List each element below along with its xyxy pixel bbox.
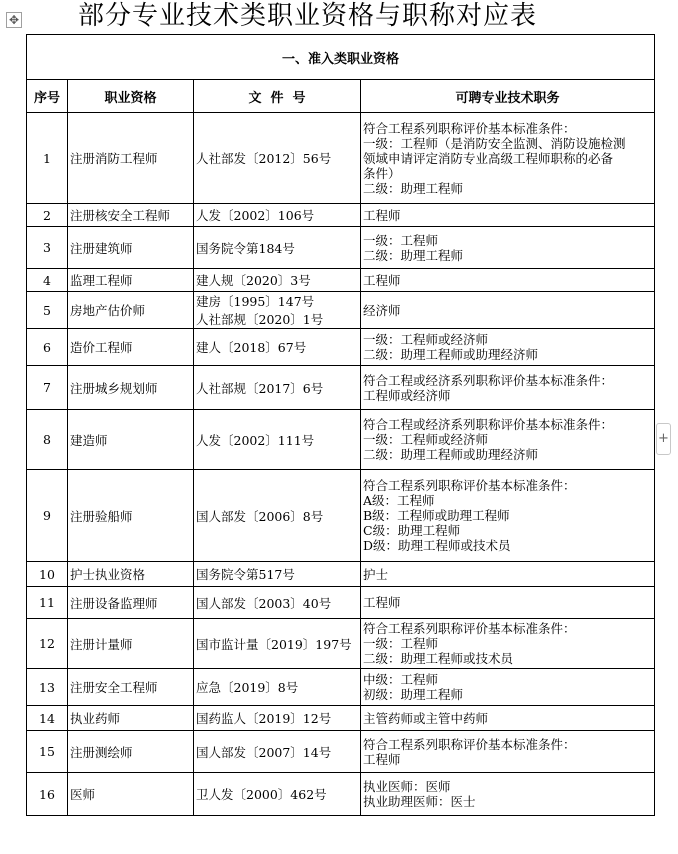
row-number: 5 (27, 292, 68, 329)
row-number: 15 (27, 731, 68, 773)
row-number: 10 (27, 562, 68, 587)
table-row (27, 366, 655, 410)
row-number: 3 (27, 227, 68, 269)
qualification-name: 注册消防工程师 (68, 113, 194, 204)
document-number-cell (194, 269, 361, 292)
row-number: 4 (27, 269, 68, 292)
duty-line: 二级：助理工程师或技术员 (363, 651, 514, 666)
document-number: 国务院令第517号 (196, 567, 295, 582)
row-number: 2 (27, 204, 68, 227)
qualification-name: 监理工程师 (68, 269, 194, 292)
duty-cell (361, 410, 655, 470)
table-row (27, 619, 655, 669)
document-number: 人社部发〔2012〕56号 (196, 151, 332, 166)
duty-line: 二级：助理工程师 (363, 247, 464, 263)
duty-line: 一级：工程师（是消防安全监测、消防设施检测 (363, 135, 626, 151)
duty-line: 主管药师或主管中药师 (363, 710, 489, 726)
duty-cell (361, 292, 655, 329)
document-number: 国务院令第184号 (196, 240, 295, 256)
document-number-cell (194, 329, 361, 366)
document-number: 国人部发〔2003〕40号 (196, 595, 332, 611)
row-number: 16 (27, 773, 68, 816)
duty-cell (361, 669, 655, 706)
duty-line: C级：助理工程师 (363, 523, 461, 538)
duty-line: A级：工程师 (363, 493, 435, 508)
duty-cell (361, 269, 655, 292)
table-row (27, 470, 655, 562)
duty-line: 工程师 (363, 595, 401, 610)
duty-cell (361, 562, 655, 587)
table-row (27, 292, 655, 329)
duty-line: 一级：工程师 (363, 232, 439, 248)
duty-cell (361, 329, 655, 366)
header-duty: 可聘专业技术职务 (361, 80, 655, 113)
duty-line: 符合工程系列职称评价基本标准条件： (363, 478, 576, 493)
duty-line: 执业助理医师：医士 (363, 794, 476, 809)
document-number: 应急〔2019〕8号 (196, 680, 299, 695)
qualification-name: 护士执业资格 (68, 562, 194, 587)
duty-line: B级：工程师或助理工程师 (363, 508, 510, 523)
qualification-name: 医师 (68, 773, 194, 816)
document-number-cell (194, 113, 361, 204)
table-row (27, 269, 655, 292)
header-qualification: 职业资格 (68, 80, 194, 113)
qualification-name: 注册计量师 (68, 619, 194, 669)
duty-line: 一级：工程师或经济师 (363, 332, 489, 347)
document-number: 人社部规〔2020〕1号 (196, 312, 324, 327)
duty-cell (361, 227, 655, 269)
table-move-handle-icon[interactable]: ✥ (6, 12, 22, 28)
duty-cell (361, 204, 655, 227)
qualification-name: 注册城乡规划师 (68, 366, 194, 410)
duty-line: 符合工程系列职称评价基本标准条件： (363, 120, 576, 136)
row-number: 8 (27, 410, 68, 470)
document-number: 国药监人〔2019〕12号 (196, 711, 332, 726)
row-number: 9 (27, 470, 68, 562)
qualification-name: 注册核安全工程师 (68, 204, 194, 227)
duty-line: 工程师或经济师 (363, 387, 451, 403)
qualification-name: 执业药师 (68, 706, 194, 731)
duty-cell (361, 587, 655, 619)
table-row (27, 587, 655, 619)
document-number-cell (194, 731, 361, 773)
document-number-cell (194, 204, 361, 227)
table-row (27, 204, 655, 227)
row-number: 13 (27, 669, 68, 706)
duty-cell (361, 731, 655, 773)
duty-cell (361, 619, 655, 669)
section-row (27, 35, 655, 80)
section-title: 一、准入类职业资格 (27, 35, 655, 80)
duty-line: 二级：助理工程师或助理经济师 (363, 447, 539, 462)
document-number: 建房〔1995〕147号 (196, 294, 315, 309)
table-row (27, 227, 655, 269)
document-number: 卫人发〔2000〕462号 (196, 787, 327, 802)
row-number: 12 (27, 619, 68, 669)
duty-cell (361, 706, 655, 731)
document-number-cell (194, 587, 361, 619)
qualification-name: 房地产估价师 (68, 292, 194, 329)
document-number-cell (194, 669, 361, 706)
qualification-name: 注册安全工程师 (68, 669, 194, 706)
table-row (27, 562, 655, 587)
table-row (27, 410, 655, 470)
document-number-cell (194, 366, 361, 410)
duty-line: 符合工程系列职称评价基本标准条件： (363, 736, 576, 752)
duty-line: 二级：助理工程师或助理经济师 (363, 347, 539, 362)
document-number: 国人部发〔2007〕14号 (196, 744, 332, 760)
document-number-cell (194, 562, 361, 587)
table-row (27, 329, 655, 366)
duty-line: 领域申请评定消防专业高级工程师职称的必备 (363, 150, 614, 166)
header-document: 文 件 号 (194, 80, 361, 113)
duty-line: 符合工程或经济系列职称评价基本标准条件： (363, 417, 614, 432)
duty-line: 一级：工程师或经济师 (363, 432, 489, 447)
qualification-name: 造价工程师 (68, 329, 194, 366)
qualification-name: 注册建筑师 (68, 227, 194, 269)
page-title: 部分专业技术类职业资格与职称对应表 (78, 1, 538, 31)
duty-line: D级：助理工程师或技术员 (363, 538, 511, 553)
row-number: 7 (27, 366, 68, 410)
duty-line: 工程师 (363, 751, 401, 767)
table-row (27, 669, 655, 706)
duty-line: 符合工程系列职称评价基本标准条件： (363, 621, 576, 636)
table-row (27, 731, 655, 773)
document-number-cell (194, 773, 361, 816)
duty-line: 执业医师：医师 (363, 779, 451, 794)
duty-line: 初级：助理工程师 (363, 687, 464, 702)
duty-line: 护士 (363, 566, 389, 582)
qualification-name: 注册验船师 (68, 470, 194, 562)
duty-line: 条件） (363, 165, 401, 181)
row-number: 14 (27, 706, 68, 731)
duty-cell (361, 113, 655, 204)
table-row (27, 706, 655, 731)
qualification-name: 注册测绘师 (68, 731, 194, 773)
document-number: 国人部发〔2006〕8号 (196, 508, 324, 524)
document-number: 建人规〔2020〕3号 (196, 273, 311, 288)
document-number: 人社部规〔2017〕6号 (196, 380, 324, 396)
document-number: 国市监计量〔2019〕197号 (196, 636, 352, 652)
duty-line: 工程师 (363, 272, 401, 288)
document-number: 建人〔2018〕67号 (196, 340, 307, 355)
duty-line: 中级：工程师 (363, 672, 439, 687)
duty-line: 一级：工程师 (363, 636, 439, 651)
table-row (27, 773, 655, 816)
document-number-cell (194, 410, 361, 470)
table-row (27, 113, 655, 204)
duty-cell (361, 773, 655, 816)
document-number-cell (194, 470, 361, 562)
duty-cell (361, 470, 655, 562)
duty-line: 符合工程或经济系列职称评价基本标准条件： (363, 372, 614, 388)
add-column-button[interactable]: + (656, 423, 671, 455)
document-number: 人发〔2002〕111号 (196, 432, 315, 448)
duty-cell (361, 366, 655, 410)
row-number: 11 (27, 587, 68, 619)
duty-line: 二级：助理工程师 (363, 180, 464, 196)
header-no: 序号 (27, 80, 68, 113)
duty-line: 工程师 (363, 207, 401, 223)
qualification-name: 建造师 (68, 410, 194, 470)
document-number: 人发〔2002〕106号 (196, 208, 315, 223)
document-number-cell (194, 706, 361, 731)
document-number-cell (194, 619, 361, 669)
qualification-name: 注册设备监理师 (68, 587, 194, 619)
row-number: 6 (27, 329, 68, 366)
row-number: 1 (27, 113, 68, 204)
qualification-table (26, 34, 655, 816)
duty-line: 经济师 (363, 302, 401, 318)
document-number-cell (194, 292, 361, 329)
document-number-cell (194, 227, 361, 269)
header-row (27, 80, 655, 113)
